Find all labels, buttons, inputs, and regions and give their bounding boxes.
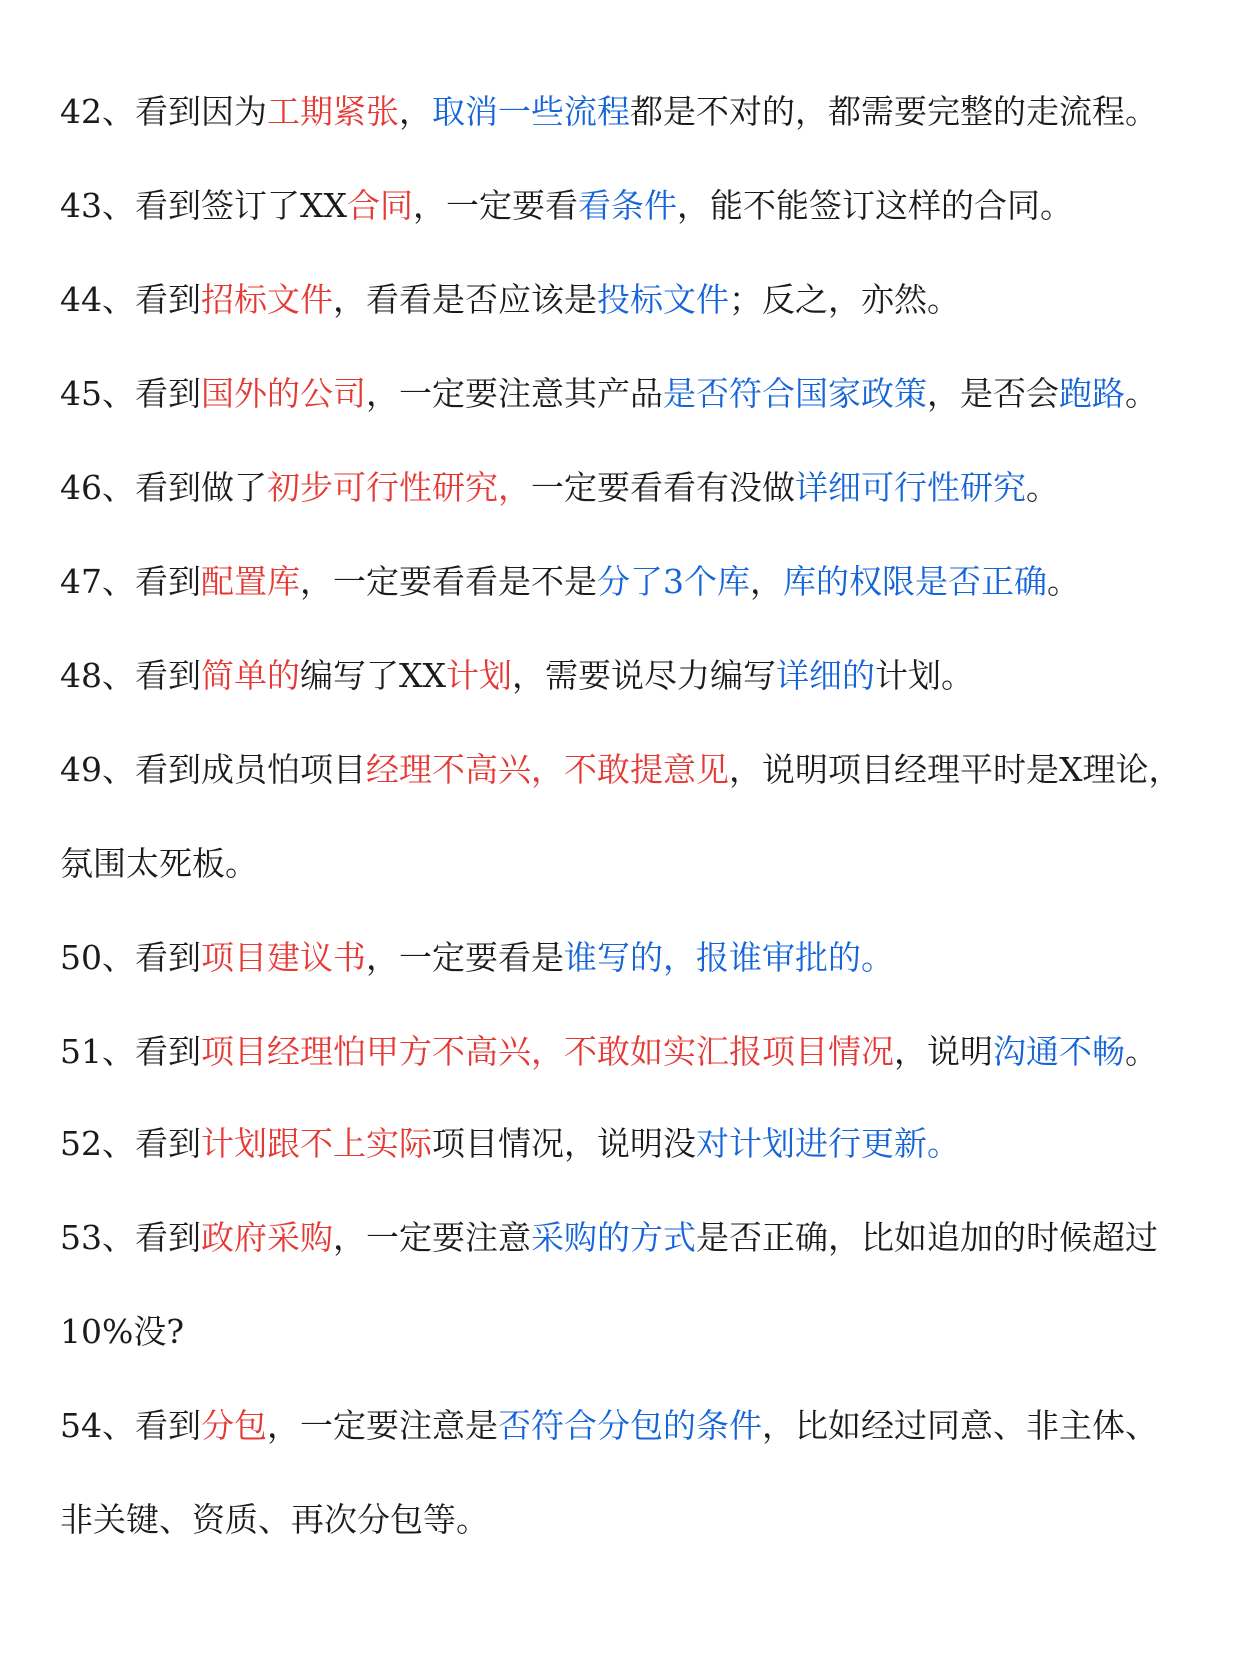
text-segment-black: 53、看到	[60, 1218, 201, 1257]
text-segment-black: 都是不对的，都需要完整的走流程。	[630, 92, 1158, 131]
text-segment-black: ，需要说尽力编写	[512, 656, 776, 695]
text-segment-black: 47、看到	[60, 562, 201, 601]
text-segment-blue: 详细的	[776, 656, 875, 695]
line-53	[60, 1208, 1210, 1268]
text-segment-blue: 库的权限是否正确	[783, 562, 1047, 601]
line-50	[60, 928, 1210, 988]
text-segment-black: ，一定要看	[412, 186, 578, 225]
text-segment-black: 49、看到成员怕项目	[60, 750, 366, 789]
text-segment-red: 合同	[346, 186, 413, 225]
line-51	[60, 1022, 1210, 1082]
text-segment-blue: 跑路	[1059, 374, 1125, 413]
text-segment-black: 44、看到	[60, 280, 201, 319]
line-43	[60, 176, 1210, 236]
text-segment-red: 国外的公司	[201, 374, 366, 413]
text-segment-red: 经理不高兴，不敢提意见	[366, 750, 729, 789]
text-segment-black: 氛围太死板。	[60, 844, 258, 883]
line-54	[60, 1396, 1210, 1456]
text-segment-red: 项目经理怕甲方不高兴，不敢如实汇报项目情况	[201, 1032, 894, 1071]
text-segment-blue: 是否符合国家政策	[663, 374, 927, 413]
line-53-continued	[60, 1302, 1210, 1362]
text-segment-red: 分包	[201, 1406, 267, 1445]
text-segment-black: 一定要看看有没做	[531, 468, 795, 507]
line-49-continued	[60, 834, 1210, 894]
text-segment-black: ，比如经过同意、非主体、	[762, 1406, 1158, 1445]
text-segment-red: 计划	[446, 656, 512, 695]
text-segment-red: 简单的	[201, 656, 300, 695]
text-segment-blue: 详细可行性研究	[795, 468, 1026, 507]
text-segment-black: 。	[1026, 468, 1059, 507]
text-segment-black: ，一定要注意	[333, 1218, 531, 1257]
text-segment-black: ，一定要看看是不是	[300, 562, 597, 601]
line-54-continued	[60, 1490, 1210, 1550]
text-segment-black: ，一定要注意是	[267, 1406, 498, 1445]
text-segment-red: 项目建议书	[201, 938, 366, 977]
text-segment-black: 48、看到	[60, 656, 201, 695]
text-segment-red: 配置库	[201, 562, 300, 601]
text-segment-black: 。	[1047, 562, 1080, 601]
line-44	[60, 270, 1210, 330]
text-segment-black: ，一定要注意其产品	[366, 374, 663, 413]
text-segment-black: 10%没?	[60, 1312, 185, 1351]
text-segment-red: 计划跟不上实际	[201, 1124, 432, 1163]
text-segment-black: ，一定要看是	[366, 938, 564, 977]
text-segment-black: ，	[750, 562, 783, 601]
line-52	[60, 1114, 1210, 1174]
text-segment-blue: 采购的方式	[531, 1218, 696, 1257]
text-segment-black: ，	[399, 92, 432, 131]
text-segment-black: 编写了XX	[300, 656, 446, 695]
line-46	[60, 458, 1210, 518]
text-segment-black: 45、看到	[60, 374, 201, 413]
text-segment-black: 52、看到	[60, 1124, 201, 1163]
text-segment-black: ，能不能签订这样的合同。	[676, 186, 1073, 225]
text-segment-blue: 对计划进行更新。	[696, 1124, 960, 1163]
text-segment-black: 计划。	[875, 656, 974, 695]
text-segment-black: 51、看到	[60, 1032, 201, 1071]
line-42	[60, 82, 1210, 142]
text-segment-black: 54、看到	[60, 1406, 201, 1445]
text-segment-black: 。	[1125, 1032, 1158, 1071]
text-segment-blue: 投标文件	[597, 280, 729, 319]
text-segment-black: 42、看到因为	[60, 92, 267, 131]
text-segment-black: ，说明	[894, 1032, 993, 1071]
line-47	[60, 552, 1210, 612]
text-segment-red: 政府采购	[201, 1218, 333, 1257]
text-segment-blue: 看条件	[577, 186, 677, 225]
text-segment-black: ，看看是否应该是	[333, 280, 597, 319]
text-segment-black: 43、看到签订了XX	[60, 186, 347, 225]
text-segment-red: 初步可行性研究，	[267, 468, 531, 507]
line-48	[60, 646, 1210, 706]
text-segment-black: 46、看到做了	[60, 468, 267, 507]
text-segment-red: 招标文件	[201, 280, 333, 319]
text-segment-black: 50、看到	[60, 938, 201, 977]
text-segment-black: 是否正确，比如追加的时候超过	[696, 1218, 1158, 1257]
line-45	[60, 364, 1210, 424]
text-segment-black: ，是否会	[927, 374, 1059, 413]
text-segment-black: ，说明项目经理平时是X理论，	[729, 750, 1182, 789]
text-segment-red: 工期紧张	[267, 92, 399, 131]
line-49	[60, 740, 1210, 800]
text-segment-blue: 取消一些流程	[432, 92, 630, 131]
text-segment-blue: 沟通不畅	[993, 1032, 1125, 1071]
text-segment-black: 非关键、资质、再次分包等。	[60, 1500, 489, 1539]
text-segment-black: 。	[1125, 374, 1158, 413]
text-segment-black: ；反之，亦然。	[729, 280, 960, 319]
text-segment-blue: 否符合分包的条件	[498, 1406, 762, 1445]
text-segment-blue: 谁写的，报谁审批的。	[564, 938, 894, 977]
text-segment-black: 项目情况，说明没	[432, 1124, 696, 1163]
text-segment-blue: 分了3个库	[597, 562, 750, 601]
